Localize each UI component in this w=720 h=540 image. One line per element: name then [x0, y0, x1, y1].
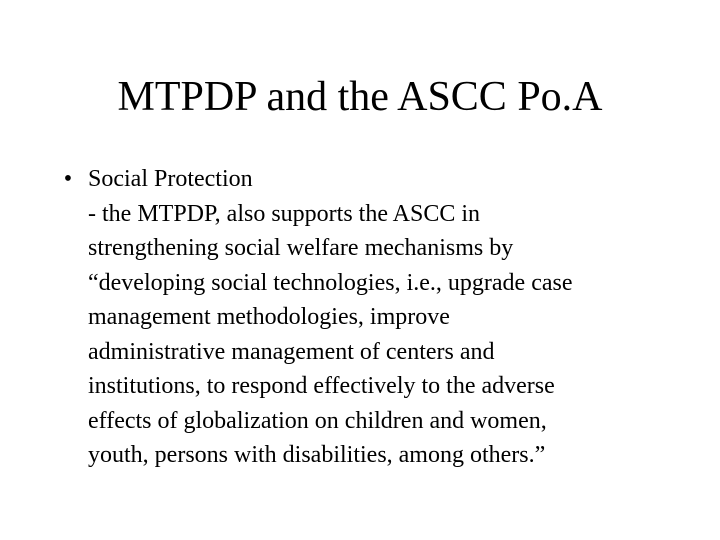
bullet-body-line-6: institutions, to respond effectively to the adverse	[88, 373, 555, 399]
slide-title: MTPDP and the ASCC Po.A	[117, 74, 603, 120]
bullet-body-line-2: strengthening social welfare mechanisms by	[88, 235, 514, 261]
bullet-body-line-1: - the MTPDP, also supports the ASCC in	[88, 200, 481, 227]
bullet-body-line-3: “developing social technologies, i.e., upgrade case	[88, 269, 573, 296]
bullet-item-social-protection	[63, 162, 688, 473]
bullet-body-line-5: administrative management of centers and	[88, 338, 495, 365]
bullet-heading: Social Protection	[88, 166, 253, 192]
bullet-marker: •	[63, 166, 73, 192]
bullet-body-line-8: youth, persons with disabilities, among others.”	[88, 442, 546, 468]
bullet-body-line-7: effects of globalization on children and women,	[88, 407, 547, 434]
bullet-body-line-4: management methodologies, improve	[88, 304, 450, 330]
